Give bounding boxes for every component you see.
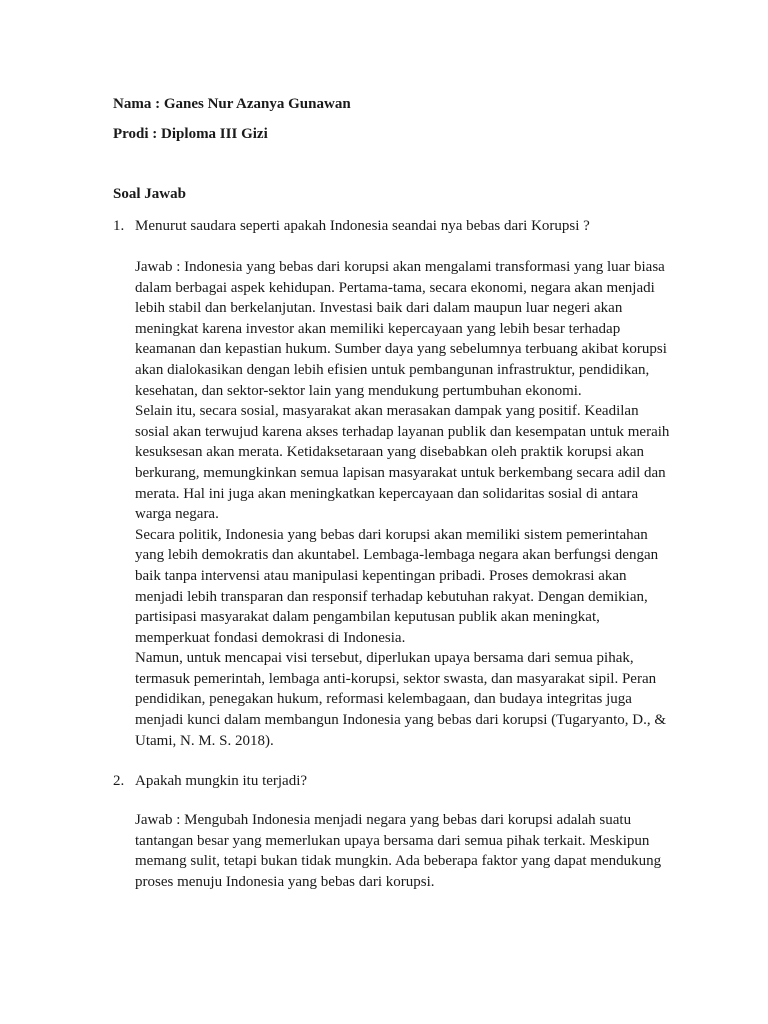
answer-line: berkurang, memungkinkan semua lapisan masyarakat untuk berkembang secara adil dan: [135, 464, 666, 481]
answer-line: Jawab : Mengubah Indonesia menjadi negara yang bebas dari korupsi adalah suatu: [135, 812, 632, 828]
answer-1: [135, 257, 675, 751]
answer-line: pendidikan, penegakan hukum, reformasi kelembagaan, dan budaya integritas juga: [135, 691, 632, 708]
answer-line: memperkuat fondasi demokrasi di Indonesia.: [135, 629, 406, 646]
answer-line: memang sulit, tetapi bukan tidak mungkin. Ada beberapa faktor yang dapat mendukung: [135, 853, 662, 870]
answer-line: Jawab : Indonesia yang bebas dari korupsi akan mengalami transformasi yang luar biasa: [135, 259, 665, 275]
question-text: Menurut saudara seperti apakah Indonesia seandai nya bebas dari Korupsi ?: [135, 218, 590, 234]
answer-line: kesehatan, dan sektor-sektor lain yang mendukung pertumbuhan ekonomi.: [135, 382, 582, 399]
answer-2: [135, 810, 675, 892]
answer-line: keamanan dan kepastian hukum. Sumber daya yang sebelumnya terbuang akibat korupsi: [135, 341, 667, 358]
answer-line: merata. Hal ini juga akan meningkatkan kepercayaan dan solidaritas sosial di antara: [135, 485, 639, 502]
answer-line: Namun, untuk mencapai visi tersebut, diperlukan upaya bersama dari semua pihak,: [135, 650, 634, 667]
answer-line: warga negara.: [135, 506, 219, 523]
answer-line: menjadi lebih transparan dan responsif terhadap kebutuhan rakyat. Dengan demikian,: [135, 588, 648, 605]
answer-line: dalam berbagai aspek kehidupan. Pertama-tama, secara ekonomi, negara akan menjadi: [135, 279, 655, 296]
answer-line: lebih stabil dan berkelanjutan. Investasi baik dari dalam maupun luar negeri akan: [135, 300, 623, 317]
student-name-line: Nama : Ganes Nur Azanya Gunawan: [113, 96, 351, 112]
question-text: Apakah mungkin itu terjadi?: [135, 773, 308, 789]
answer-line: Utami, N. M. S. 2018).: [135, 732, 274, 749]
answer-line: sosial akan terwujud karena akses terhadap layanan publik dan kesempatan untuk meraih: [135, 423, 670, 440]
answer-line: proses menuju Indonesia yang bebas dari korupsi.: [135, 873, 435, 890]
answer-line: Secara politik, Indonesia yang bebas dari korupsi akan memiliki sistem pemerintahan: [135, 526, 648, 543]
section-title: Soal Jawab: [113, 186, 186, 202]
answer-line: tantangan besar yang memerlukan upaya bersama dari semua pihak terkait. Meskipun: [135, 832, 650, 849]
answer-line: partisipasi masyarakat dalam pengambilan keputusan publik akan meningkat,: [135, 609, 600, 626]
answer-line: yang lebih demokratis dan akuntabel. Lembaga-lembaga negara akan berfungsi dengan: [135, 547, 659, 564]
answer-line: kesuksesan akan merata. Ketidaksetaraan yang disebabkan oleh praktik korupsi akan: [135, 444, 644, 461]
answer-line: menjadi kunci dalam membangun Indonesia yang bebas dari korupsi (Tugaryanto, D., &: [135, 712, 666, 729]
answer-line: akan dialokasikan dengan lebih efisien untuk pembangunan infrastruktur, pendidikan,: [135, 361, 650, 378]
answer-line: Selain itu, secara sosial, masyarakat akan merasakan dampak yang positif. Keadilan: [135, 403, 639, 420]
question-number: 2.: [113, 773, 125, 789]
study-program-line: Prodi : Diploma III Gizi: [113, 126, 268, 142]
answer-line: meningkat karena investor akan memiliki kepercayaan yang lebih besar terhadap: [135, 320, 621, 337]
question-number: 1.: [113, 218, 125, 234]
answer-line: baik tanpa intervensi atau manipulasi kepentingan pribadi. Proses demokrasi akan: [135, 567, 627, 584]
answer-line: termasuk pemerintah, lembaga anti-korupsi, sektor swasta, dan masyarakat sipil. Peran: [135, 670, 657, 687]
